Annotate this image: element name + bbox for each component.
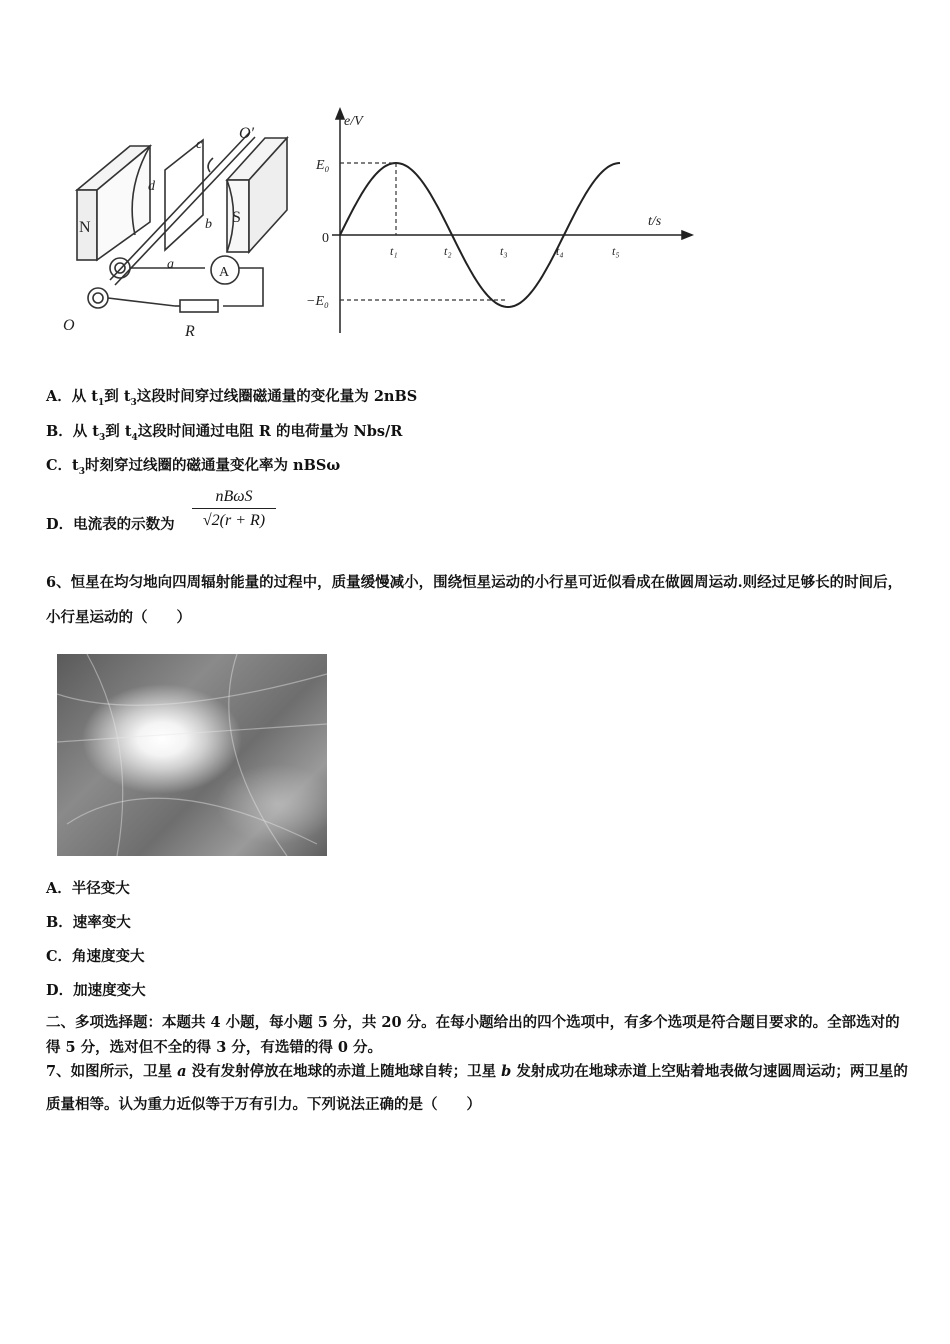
emf-time-graph	[306, 105, 695, 340]
coil-a-label: a	[167, 257, 174, 272]
formula-fraction	[192, 488, 276, 530]
generator-diagram	[55, 110, 285, 350]
axis-bottom-label: O	[63, 317, 75, 334]
resistor-label: R	[185, 323, 195, 340]
q5-option-c	[46, 454, 340, 477]
q5-b-prefix: B．从 t	[46, 423, 100, 440]
q5-a-prefix: A．从 t	[46, 388, 98, 405]
q5-a-sub1: 1	[98, 397, 105, 408]
q6-stem: 6、恒星在均匀地向四周辐射能量的过程中，质量缓慢减小，围绕恒星运动的小行星可近似看成在做圆周运动.则经过足够长的时间后，小行星运动的（ ）	[46, 574, 903, 626]
axis-top-label: O′	[239, 125, 255, 142]
q5-b-rest: 这段时间通过电阻 R 的电荷量为 Nbs/R	[137, 423, 403, 440]
magnet-s-label: S	[232, 209, 241, 226]
q6-option-b: B．速率变大	[46, 914, 131, 931]
q6-option-d: D．加速度变大	[46, 982, 146, 999]
q7-part2: 没有发射停放在地球的赤道上随地球自转；卫星	[186, 1063, 502, 1080]
q5-c-prefix: C．t	[46, 457, 79, 474]
q5-a-mid: 到 t	[104, 388, 131, 405]
q5-b-sub1: 3	[99, 432, 106, 443]
y-axis-label: e/V	[344, 114, 363, 129]
tick-t3: t₃	[500, 244, 508, 258]
magnet-n-label: N	[79, 219, 91, 236]
formula-numerator: nBωS	[192, 488, 276, 509]
origin-label: 0	[322, 231, 329, 246]
coil-c-label: c	[196, 137, 203, 152]
q7-sat-a: a	[177, 1063, 187, 1080]
q5-b-mid: 到 t	[105, 423, 132, 440]
ammeter-label: A	[219, 265, 230, 280]
q6-option-c: C．角速度变大	[46, 948, 145, 965]
q7-stem	[46, 1055, 911, 1121]
star-photo	[57, 654, 327, 856]
emax-label: E₀	[316, 158, 330, 173]
tick-t2: t₂	[444, 244, 452, 258]
tick-t4: t₄	[556, 244, 564, 258]
q5-option-a	[46, 385, 417, 408]
q5-a-rest: 这段时间穿过线圈磁通量的变化量为 2nBS	[136, 388, 418, 405]
emin-label: −E₀	[306, 294, 329, 309]
q7-part3: 发射成功在地球赤道上空贴着地表做匀速圆周运动；两卫星的质量相等。认为重力近似等于万有引力。下列说法正确的是（ ）	[46, 1063, 908, 1113]
formula-denominator: √2(r + R)	[202, 512, 266, 529]
tick-t5: t₅	[612, 244, 620, 258]
coil-b-label: b	[205, 217, 212, 232]
x-axis-label: t/s	[648, 214, 662, 229]
section2-heading: 二、多项选择题：本题共 4 小题，每小题 5 分，共 20 分。在每小题给出的四个选项中，有多个选项是符合题目要求的。全部选对的得 5 分，选对但不全的得 3 分，有选错的得 0 分。	[46, 1014, 900, 1056]
q5-option-b	[46, 420, 402, 443]
q5-c-rest: 时刻穿过线圈的磁通量变化率为 nBSω	[85, 457, 341, 474]
q7-sat-b: b	[501, 1063, 512, 1080]
tick-t1: t₁	[390, 244, 398, 258]
q5-b-sub2: 4	[131, 432, 138, 443]
coil-d-label: d	[148, 179, 155, 194]
q6-option-a: A．半径变大	[46, 880, 130, 897]
q5-c-sub: 3	[78, 466, 86, 477]
q5-a-sub2: 3	[130, 397, 137, 408]
q7-part1: 7、如图所示，卫星	[46, 1063, 178, 1080]
q5-option-d: D．电流表的示数为	[46, 516, 175, 533]
